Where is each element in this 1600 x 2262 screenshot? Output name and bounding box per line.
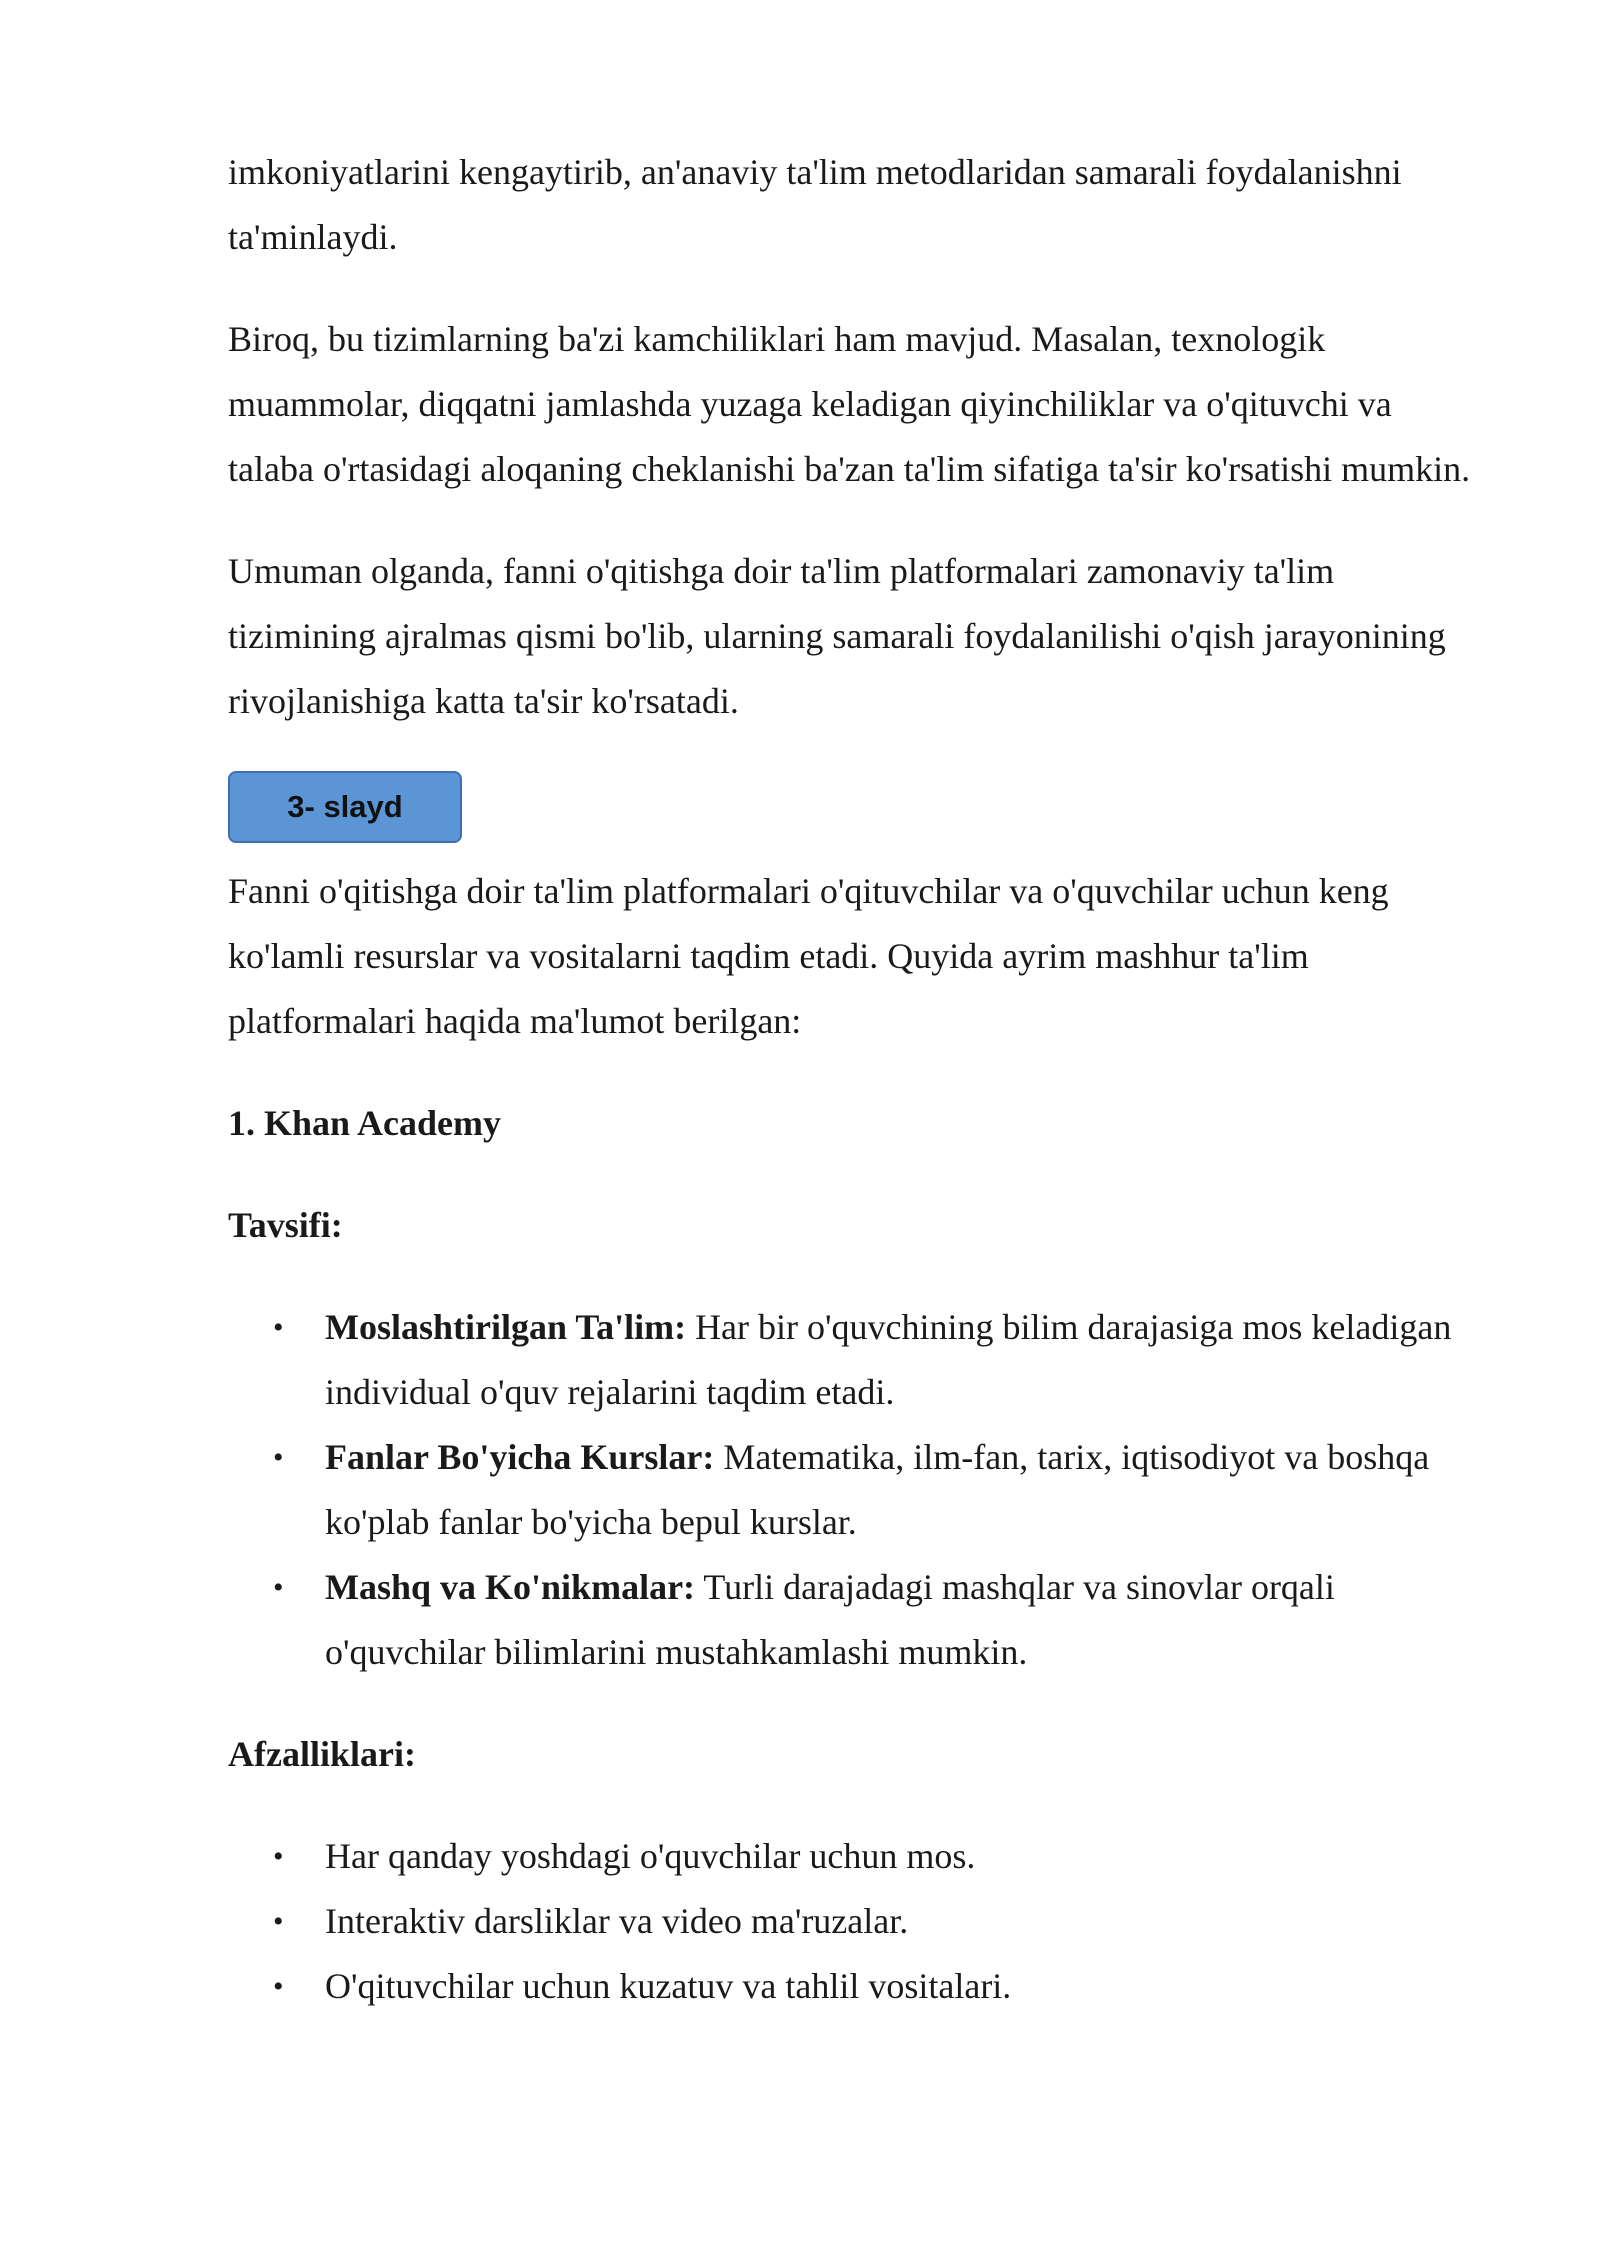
list-item	[228, 1425, 1480, 1555]
document-page	[228, 140, 1480, 2056]
list-item	[228, 1954, 1480, 2019]
item-term: Mashq va Ko'nikmalar:	[325, 1567, 696, 1607]
bullet-icon: •	[273, 1840, 284, 1873]
bullet-icon: •	[273, 1311, 284, 1344]
bullet-icon: •	[273, 1441, 284, 1474]
bullet-icon: •	[273, 1571, 284, 1604]
item-text: O'qituvchilar uchun kuzatuv va tahlil vositalari.	[325, 1966, 1012, 2006]
list-item	[228, 1824, 1480, 1889]
advantages-heading: Afzalliklari:	[228, 1734, 416, 1774]
intro-paragraph-2: Biroq, bu tizimlarning ba'zi kamchiliklari ham mavjud. Masalan, texnologik muammolar, diqqatni jamlashda yuzaga keladigan qiyinchiliklar va o'qituvchi va talaba o'rtasidagi aloqaning cheklanishi ba'zan ta'lim sifatiga ta'sir ko'rsatishi mumkin.	[228, 319, 1471, 489]
description-heading: Tavsifi:	[228, 1205, 343, 1245]
slide-badge: 3- slayd	[228, 771, 462, 843]
list-item	[228, 1555, 1480, 1685]
description-list	[228, 1295, 1480, 1685]
list-item	[228, 1295, 1480, 1425]
item-text: Har bir o'quvchining bilim darajasiga mos keladigan individual o'quv rejalarini taqdim etadi.	[325, 1307, 1452, 1412]
item-text: Matematika, ilm-fan, tarix, iqtisodiyot va boshqa ko'plab fanlar bo'yicha bepul kurslar.	[325, 1437, 1430, 1542]
intro-paragraph-1: imkoniyatlarini kengaytirib, an'anaviy ta'lim metodlaridan samarali foydalanishni ta'minlaydi.	[228, 152, 1402, 257]
bullet-icon: •	[273, 1970, 284, 2003]
slide-paragraph: Fanni o'qitishga doir ta'lim platformalari o'qituvchilar va o'quvchilar uchun keng ko'lamli resurslar va vositalarni taqdim etadi. Quyida ayrim mashhur ta'lim platformalari haqida ma'lumot berilgan:	[228, 871, 1389, 1041]
item-text: Turli darajadagi mashqlar va sinovlar orqali o'quvchilar bilimlarini mustahkamlashi mumkin.	[325, 1567, 1335, 1672]
advantages-list	[228, 1824, 1480, 2019]
list-item	[228, 1889, 1480, 1954]
item-term: Fanlar Bo'yicha Kurslar:	[325, 1437, 715, 1477]
item-text: Har qanday yoshdagi o'quvchilar uchun mos.	[325, 1836, 976, 1876]
section-title: 1. Khan Academy	[228, 1103, 502, 1143]
item-text: Interaktiv darsliklar va video ma'ruzalar.	[325, 1901, 909, 1941]
item-term: Moslashtirilgan Ta'lim:	[325, 1307, 687, 1347]
bullet-icon: •	[273, 1905, 284, 1938]
intro-paragraph-3: Umuman olganda, fanni o'qitishga doir ta'lim platformalari zamonaviy ta'lim tizimining ajralmas qismi bo'lib, ularning samarali foydalanilishi o'qish jarayonining rivojlanishiga katta ta'sir ko'rsatadi.	[228, 551, 1446, 721]
